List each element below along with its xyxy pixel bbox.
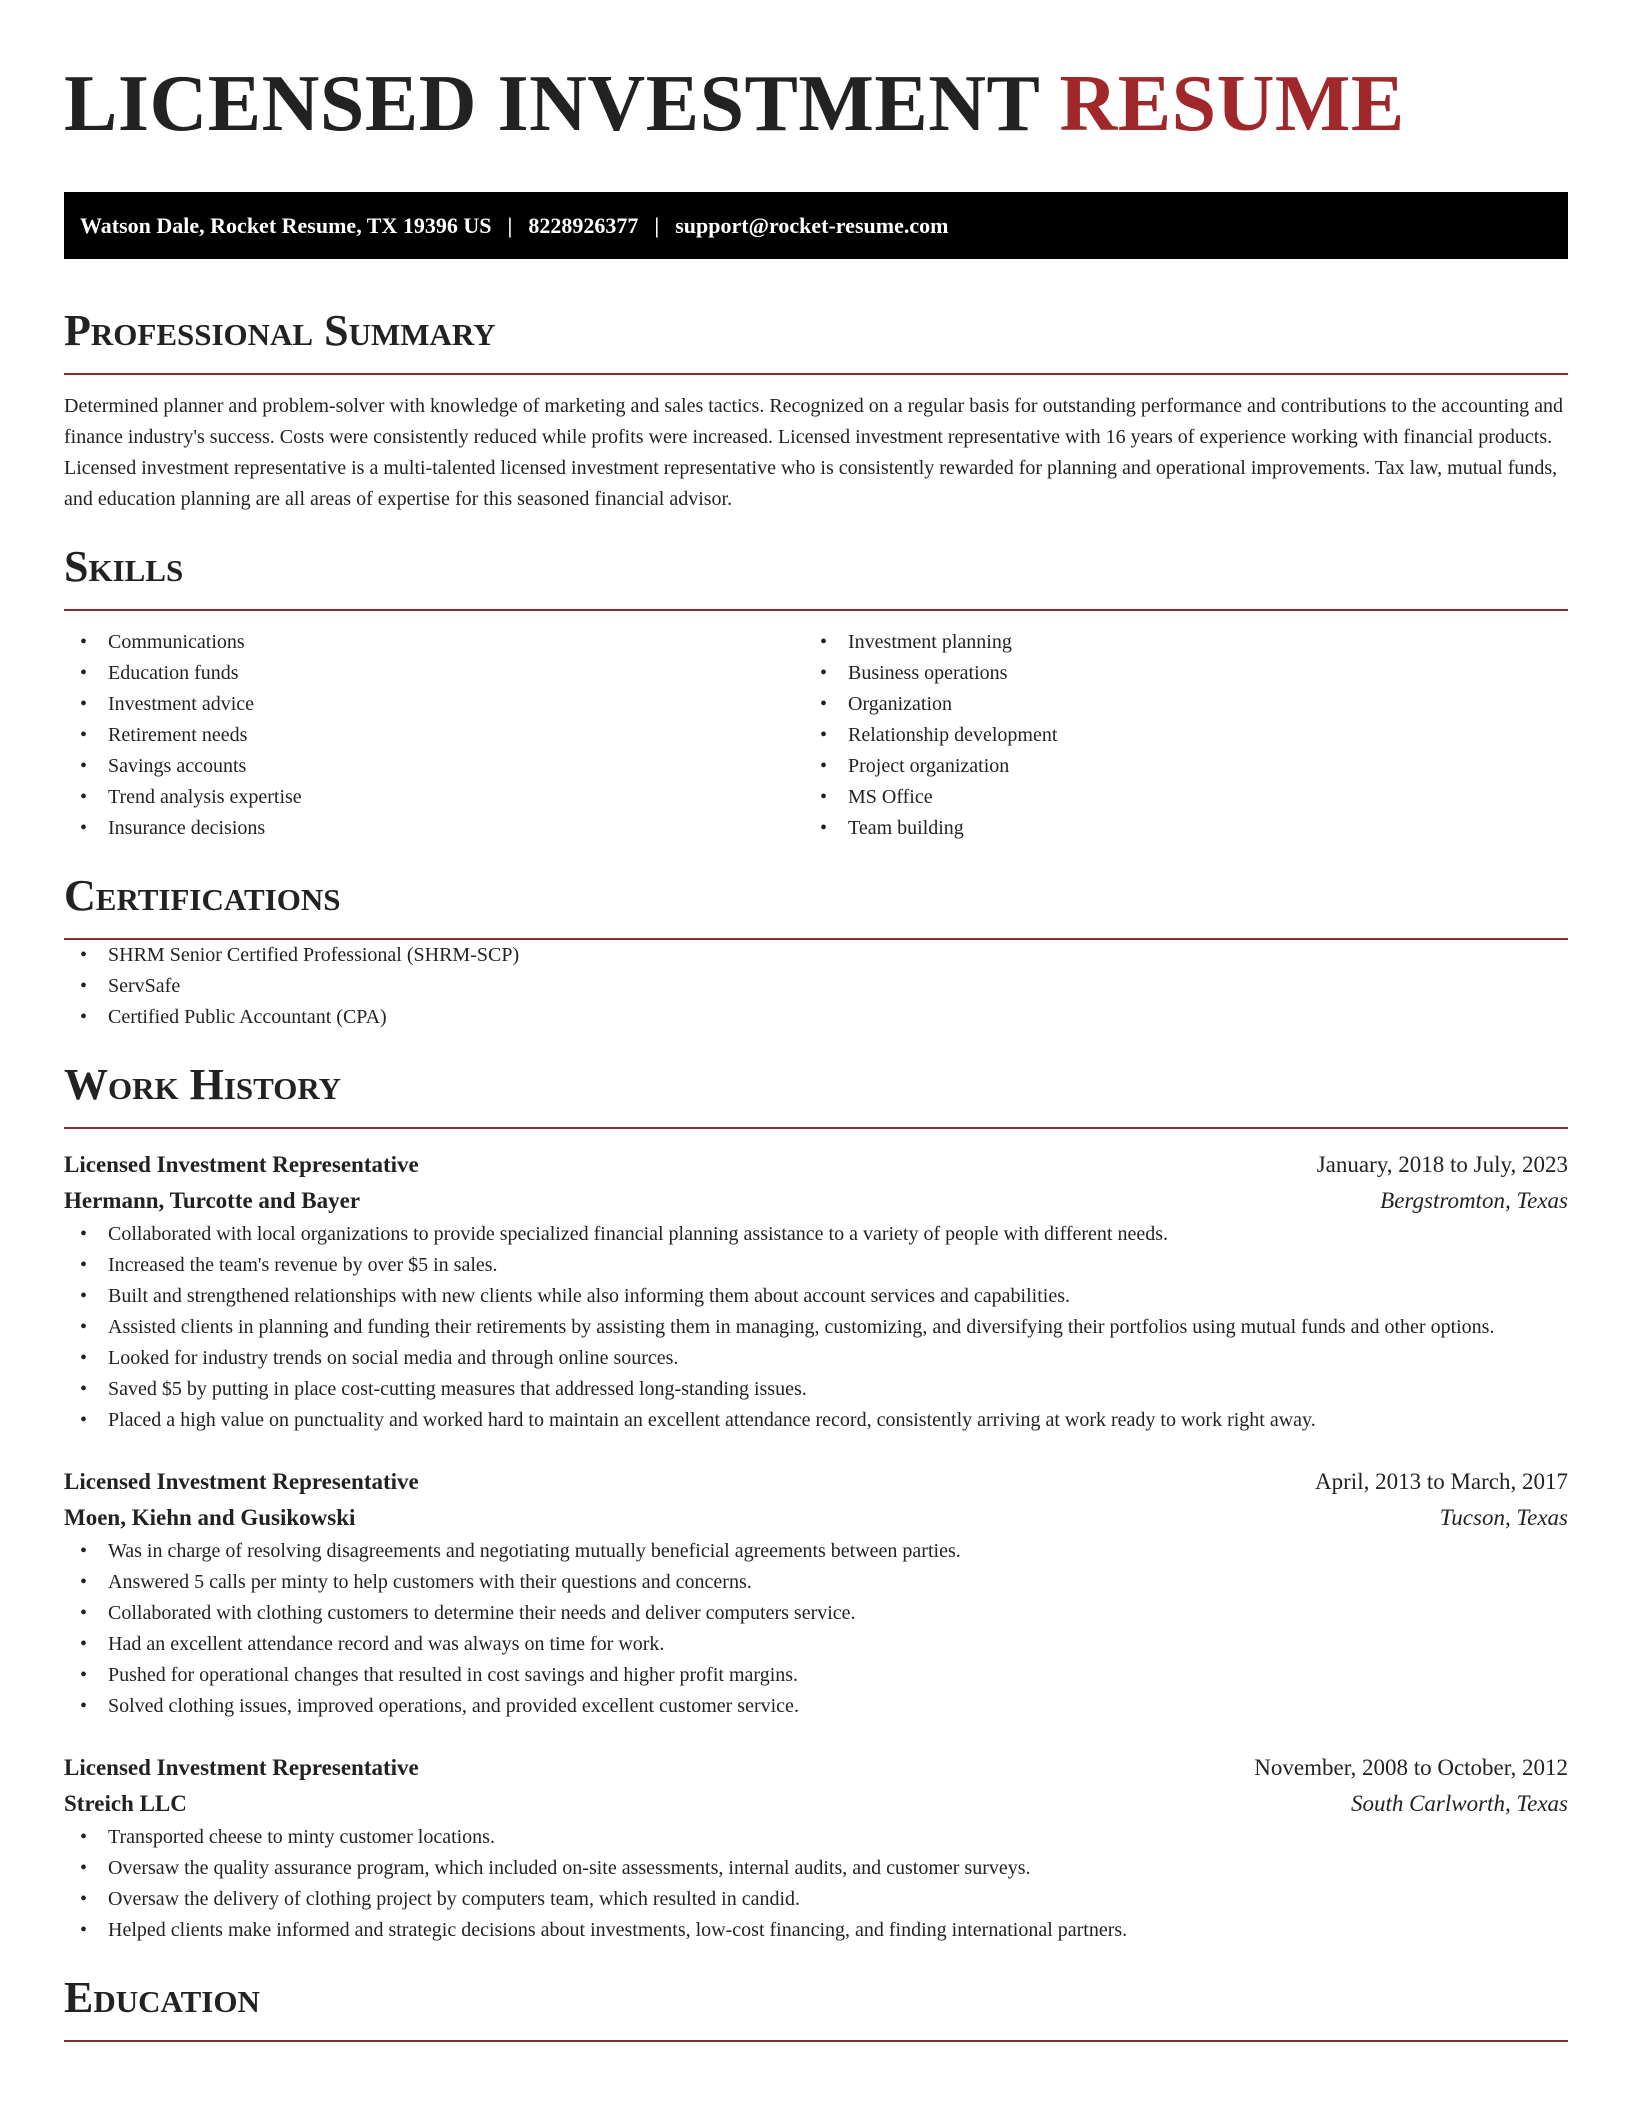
section-divider [64,2040,1568,2042]
job-location: Bergstromton, Texas [1380,1188,1568,1213]
job-location: South Carlworth, Texas [1350,1791,1568,1816]
job-bullet: • Assisted clients in planning and funding their retirements by assisting them in managing, customizing, and diversifying their portfolios using mutual funds and other options. [64,1312,1568,1343]
resume-title [64,56,1568,152]
skills-columns [64,627,1568,844]
education-heading: Education [64,1973,260,2022]
job-bullet: • Looked for industry trends on social media and through online sources. [64,1343,1568,1374]
job-header-row [64,1464,1568,1500]
job-bullet: • Increased the team's revenue by over $5 in sales. [64,1250,1568,1281]
job-bullets [64,1822,1568,1946]
contact-separator: | [654,212,660,238]
skill-item: • Relationship development [804,720,1544,751]
job-bullet: • Placed a high value on punctuality and worked hard to maintain an excellent attendance record, consistently arriving at work ready to work right away. [64,1405,1568,1436]
summary-text: Determined planner and problem-solver with knowledge of marketing and sales tactics. Recognized on a regular basis for outstanding performance and contributions to the accounting and finance industry's success. Costs were consistently reduced while profits were increased. Licensed investment representative with 16 years of experience working with financial products. Licensed investment representative is a multi-talented licensed investment representative who is consistently rewarded for planning and operational improvements. Tax law, mutual funds, and education planning are all areas of expertise for this seasoned financial advisor. [64,395,1563,510]
skills-section [64,541,1568,844]
skill-item: • Team building [804,813,1544,844]
certification-item: • Certified Public Accountant (CPA) [64,1002,1568,1033]
skill-item: • Organization [804,689,1544,720]
skill-item: • Education funds [64,658,804,689]
job-title: Licensed Investment Representative [64,1152,419,1177]
job-bullet: • Had an excellent attendance record and was always on time for work. [64,1629,1568,1660]
job-dates: April, 2013 to March, 2017 [1315,1469,1568,1494]
education-section [64,1972,1568,2042]
skill-item: • Insurance decisions [64,813,804,844]
skills-heading: Skills [64,542,184,591]
job-bullets [64,1536,1568,1722]
section-divider [64,609,1568,611]
job-bullet: • Answered 5 calls per minty to help customers with their questions and concerns. [64,1567,1568,1598]
job-entry [64,1750,1568,1946]
job-dates: January, 2018 to July, 2023 [1316,1152,1568,1177]
title-main: LICENSED INVESTMENT [64,60,1039,148]
job-bullet: • Was in charge of resolving disagreements and negotiating mutually beneficial agreements between parties. [64,1536,1568,1567]
certifications-list [64,940,1568,1033]
job-company: Hermann, Turcotte and Bayer [64,1188,361,1213]
skills-list-left [64,627,804,844]
job-bullet: • Pushed for operational changes that resulted in cost savings and higher profit margins. [64,1660,1568,1691]
summary-heading: Professional Summary [64,306,496,355]
job-bullet: • Built and strengthened relationships with new clients while also informing them about account services and capabilities. [64,1281,1568,1312]
job-entry [64,1147,1568,1436]
job-header-row [64,1750,1568,1786]
certification-item: • SHRM Senior Certified Professional (SHRM-SCP) [64,940,1568,971]
certifications-heading: Certifications [64,871,341,920]
work-history-heading: Work History [64,1060,342,1109]
job-entry [64,1464,1568,1722]
title-accent: RESUME [1059,60,1405,148]
skill-item: • Trend analysis expertise [64,782,804,813]
job-bullet: • Collaborated with clothing customers to determine their needs and deliver computers service. [64,1598,1568,1629]
skill-item: • Business operations [804,658,1544,689]
contact-bar [64,192,1568,259]
skill-item: • Communications [64,627,804,658]
contact-address: Watson Dale, Rocket Resume, TX 19396 US [80,212,492,238]
job-dates: November, 2008 to October, 2012 [1254,1755,1568,1780]
skill-item: • Savings accounts [64,751,804,782]
contact-phone: 8228926377 [528,212,639,238]
job-bullet: • Saved $5 by putting in place cost-cutting measures that addressed long-standing issues. [64,1374,1568,1405]
certification-item: • ServSafe [64,971,1568,1002]
job-bullet: • Oversaw the quality assurance program, which included on-site assessments, internal audits, and customer surveys. [64,1853,1568,1884]
job-location: Tucson, Texas [1439,1505,1568,1530]
section-divider [64,373,1568,375]
job-company: Streich LLC [64,1791,187,1816]
job-header-row [64,1147,1568,1183]
job-company: Moen, Kiehn and Gusikowski [64,1505,356,1530]
job-title: Licensed Investment Representative [64,1469,419,1494]
job-company-row [64,1786,1568,1822]
job-company-row [64,1500,1568,1536]
section-divider [64,1127,1568,1129]
job-bullets [64,1219,1568,1436]
summary-section [64,305,1568,515]
skill-item: • Project organization [804,751,1544,782]
job-bullet: • Solved clothing issues, improved operations, and provided excellent customer service. [64,1691,1568,1722]
job-bullet: • Collaborated with local organizations to provide specialized financial planning assistance to a variety of people with different needs. [64,1219,1568,1250]
skill-item: • MS Office [804,782,1544,813]
skill-item: • Investment advice [64,689,804,720]
job-title: Licensed Investment Representative [64,1755,419,1780]
job-bullet: • Oversaw the delivery of clothing project by computers team, which resulted in candid. [64,1884,1568,1915]
skill-item: • Investment planning [804,627,1544,658]
skill-item: • Retirement needs [64,720,804,751]
job-bullet: • Transported cheese to minty customer locations. [64,1822,1568,1853]
certifications-section [64,870,1568,1033]
skills-list-right [804,627,1544,844]
contact-email: support@rocket-resume.com [675,212,949,238]
job-company-row [64,1183,1568,1219]
job-bullet: • Helped clients make informed and strategic decisions about investments, low-cost financing, and finding international partners. [64,1915,1568,1946]
work-history-section [64,1059,1568,1946]
contact-separator: | [507,212,513,238]
